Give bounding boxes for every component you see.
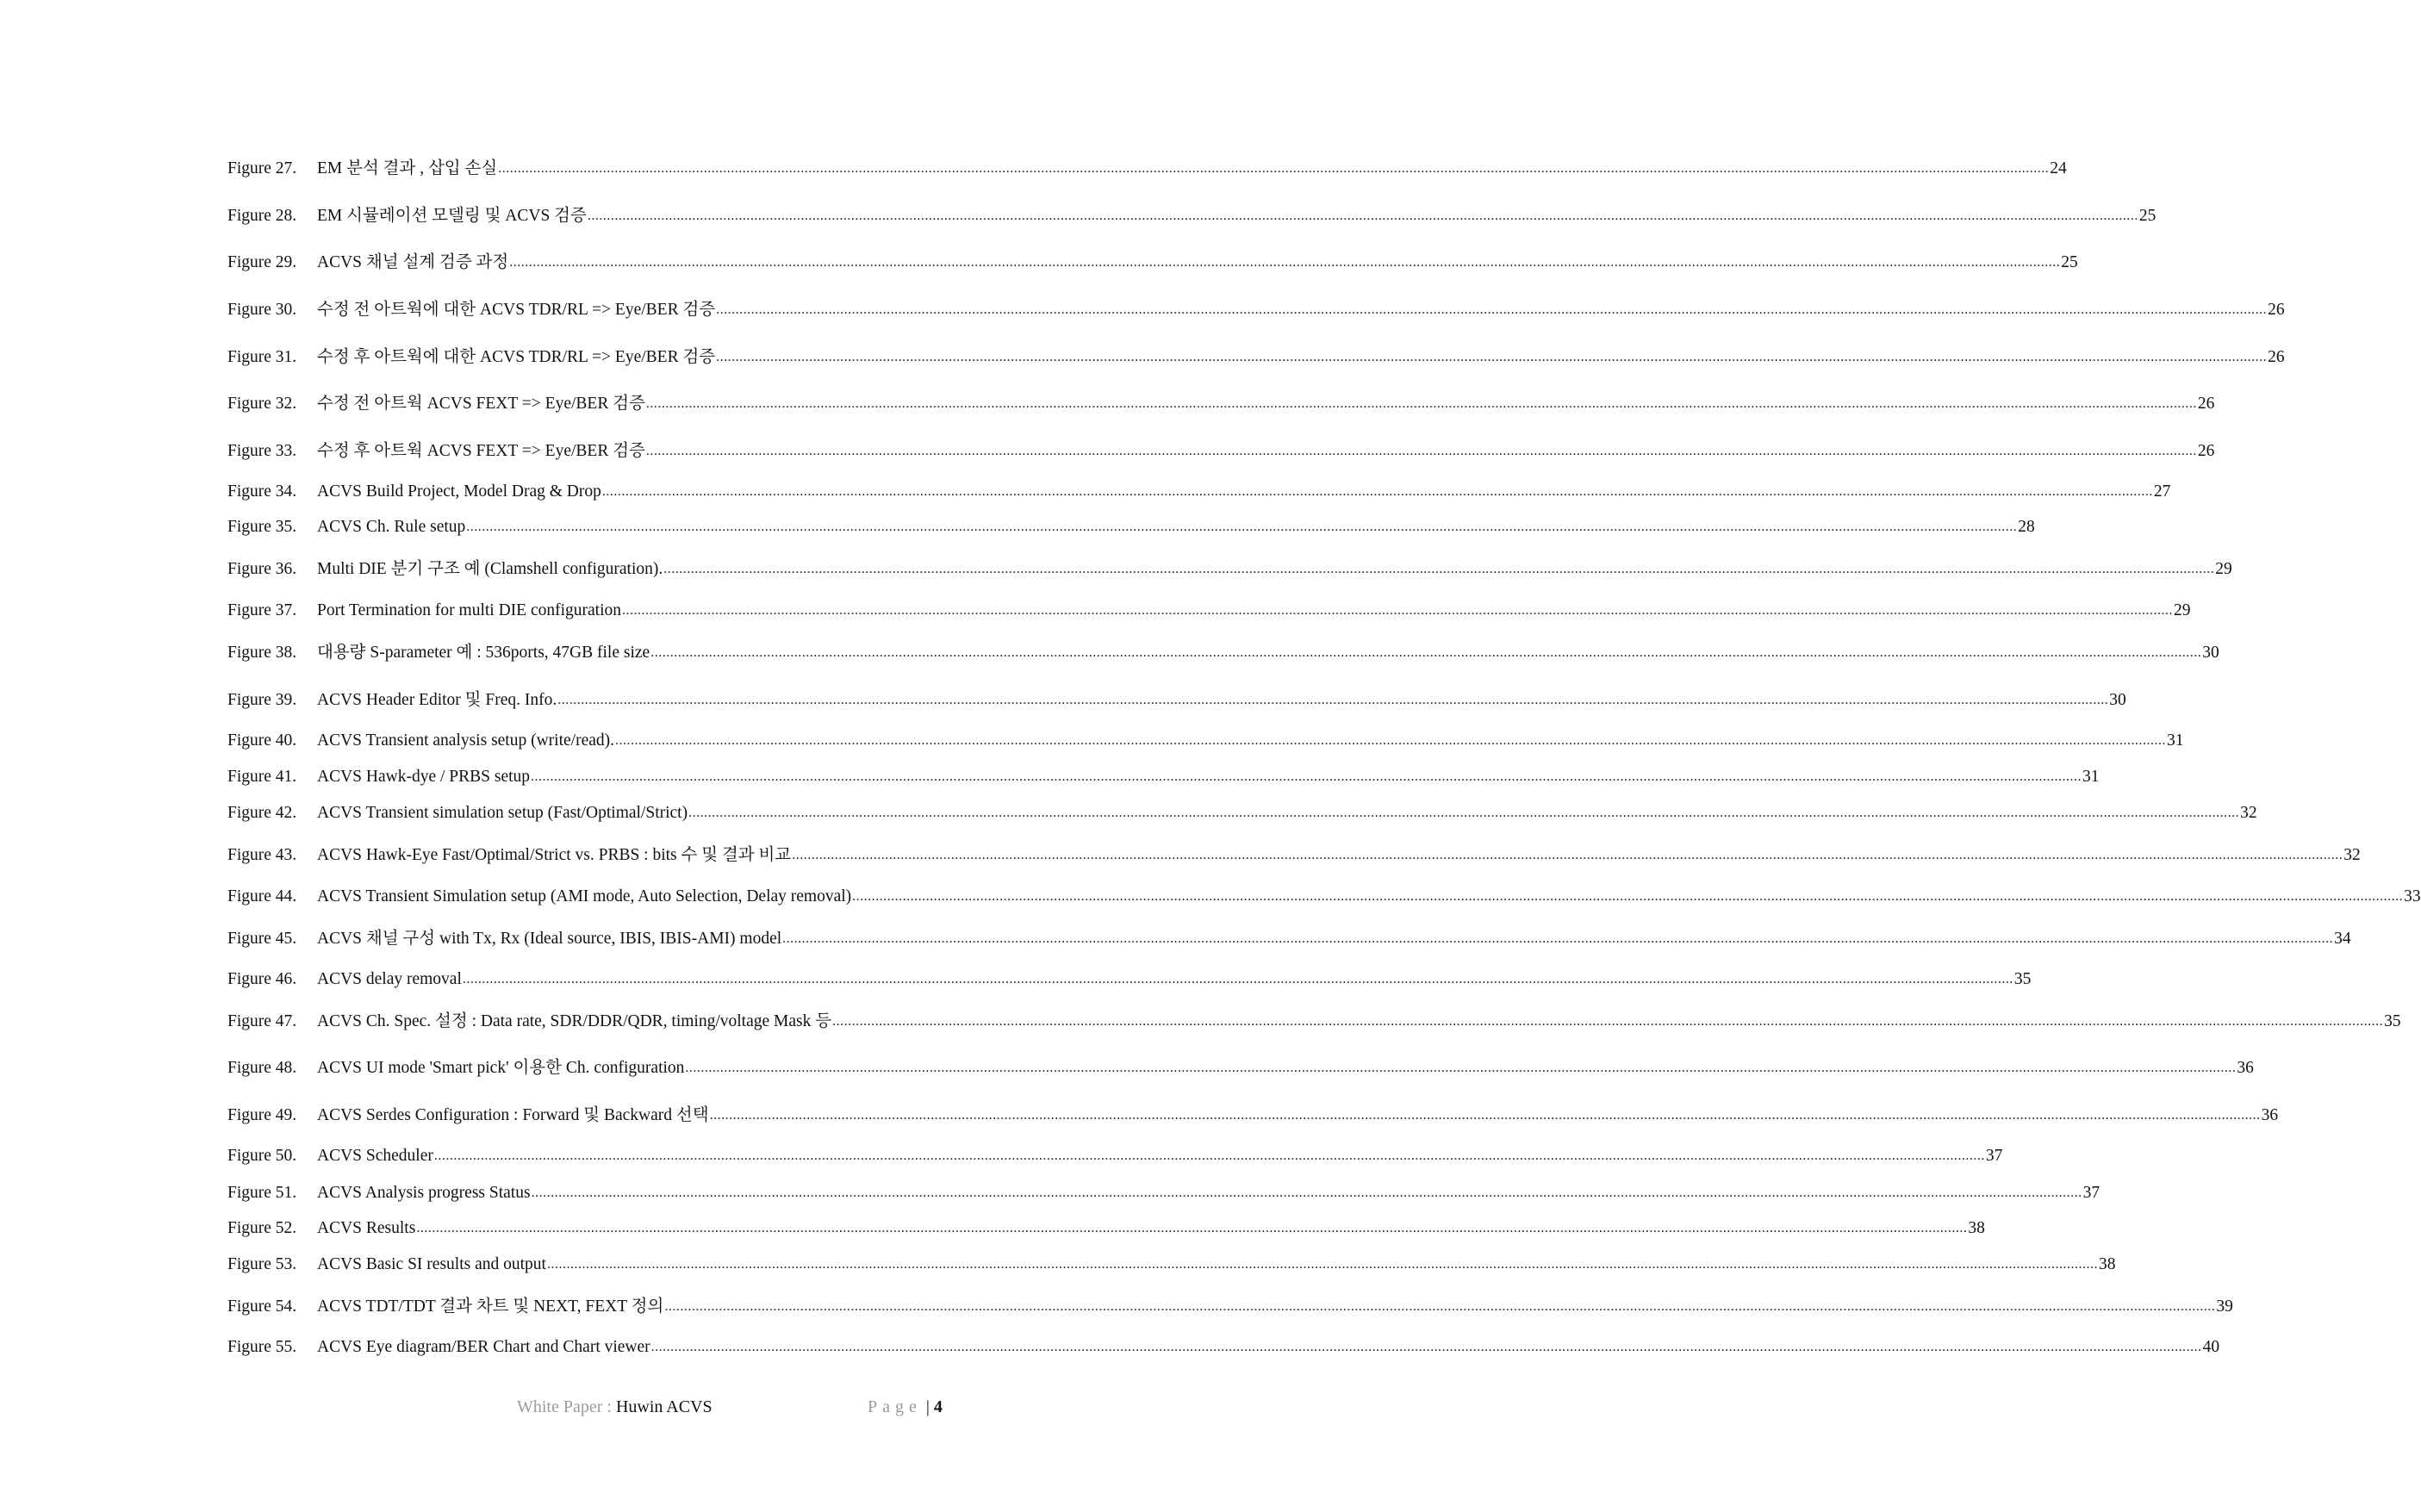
dot-leader: ................................................................................................................................................................................................................................................................................................................................................................................................................ <box>531 769 2082 784</box>
dot-leader: ................................................................................................................................................................................................................................................................................................................................................................................................................ <box>685 1061 2237 1075</box>
page-footer <box>0 1394 1069 1420</box>
figure-title: 수정 전 아트웍 ACVS FEXT => Eye/BER 검증 <box>317 395 645 413</box>
page-number: 39 <box>2216 1297 2233 1316</box>
toc-entry[interactable] <box>227 730 2184 752</box>
figure-title: Port Termination for multi DIE configuration <box>317 601 621 619</box>
page-number: 29 <box>2215 560 2232 578</box>
figure-number: Figure 39. <box>227 691 297 709</box>
page-number: 31 <box>2082 768 2100 786</box>
toc-entry[interactable] <box>227 1104 2279 1127</box>
figure-title: ACVS Basic SI results and output <box>317 1255 546 1273</box>
toc-entry[interactable] <box>227 346 2285 369</box>
dot-leader: ................................................................................................................................................................................................................................................................................................................................................................................................................ <box>688 806 2240 820</box>
page-number: 36 <box>2261 1106 2279 1124</box>
page-number: 25 <box>2061 253 2078 271</box>
figure-number: Figure 35. <box>227 518 297 536</box>
page-number: 26 <box>2268 301 2285 319</box>
figure-number: Figure 30. <box>227 301 297 319</box>
dot-leader: ................................................................................................................................................................................................................................................................................................................................................................................................................ <box>498 161 2050 176</box>
figure-title: EM 분석 결과 , 삽입 손실 <box>317 159 498 177</box>
figure-title: 수정 후 아트웍에 대한 ACVS TDR/RL => Eye/BER 검증 <box>317 348 716 366</box>
figure-title: ACVS Results <box>317 1219 416 1237</box>
dot-leader: ................................................................................................................................................................................................................................................................................................................................................................................................................ <box>650 645 2202 660</box>
toc-entry[interactable] <box>227 886 2421 908</box>
figure-title: EM 시뮬레이션 모델링 및 ACVS 검증 <box>317 207 587 225</box>
figure-number: Figure 36. <box>227 560 297 578</box>
figure-title: ACVS Ch. Spec. 설정 : Data rate, SDR/DDR/QDR, timing/voltage Mask 등 <box>317 1012 832 1030</box>
figure-title: ACVS Build Project, Model Drag & Drop <box>317 482 601 501</box>
footer-page-number: 4 <box>933 1397 943 1416</box>
toc-entry[interactable] <box>227 928 2351 950</box>
page-number: 31 <box>2167 731 2184 750</box>
figure-number: Figure 45. <box>227 930 297 948</box>
toc-entry[interactable] <box>227 802 2257 824</box>
figure-title: ACVS Hawk-dye / PRBS setup <box>317 768 531 786</box>
figure-number: Figure 32. <box>227 395 297 413</box>
figure-title: ACVS Transient analysis setup (write/read). <box>317 731 615 750</box>
figure-number: Figure 27. <box>227 159 297 177</box>
page-number: 32 <box>2240 804 2257 822</box>
dot-leader: ................................................................................................................................................................................................................................................................................................................................................................................................................ <box>716 350 2268 364</box>
dot-leader: ................................................................................................................................................................................................................................................................................................................................................................................................................ <box>782 931 2334 946</box>
figure-title: ACVS Header Editor 및 Freq. Info. <box>317 691 557 709</box>
figure-number: Figure 48. <box>227 1059 297 1077</box>
figure-title: ACVS Transient simulation setup (Fast/Optimal/Strict) <box>317 804 688 822</box>
figure-title: 대용량 S-parameter 예 : 536ports, 47GB file size <box>317 644 650 662</box>
page-number: 40 <box>2202 1338 2220 1356</box>
dot-leader: ................................................................................................................................................................................................................................................................................................................................................................................................................ <box>416 1221 1968 1235</box>
page-number: 30 <box>2109 691 2126 709</box>
page-number: 34 <box>2334 930 2351 948</box>
toc-entry[interactable] <box>227 158 2067 180</box>
dot-leader: ................................................................................................................................................................................................................................................................................................................................................................................................................ <box>615 733 2167 748</box>
figure-number: Figure 37. <box>227 601 297 619</box>
figure-number: Figure 44. <box>227 887 297 905</box>
figure-number: Figure 55. <box>227 1338 297 1356</box>
page-number: 37 <box>2082 1184 2100 1202</box>
toc-entry[interactable] <box>227 1217 1985 1240</box>
page-number: 29 <box>2174 601 2191 619</box>
figure-number: Figure 33. <box>227 442 297 460</box>
dot-leader: ................................................................................................................................................................................................................................................................................................................................................................................................................ <box>832 1014 2384 1029</box>
toc-entry[interactable] <box>227 968 2032 991</box>
figure-title: ACVS Ch. Rule setup <box>317 518 466 536</box>
page-number: 28 <box>2018 518 2035 536</box>
figure-title: ACVS 채널 설계 검증 과정 <box>317 253 509 271</box>
toc-entry[interactable] <box>227 600 2191 622</box>
page-number: 26 <box>2268 348 2285 366</box>
toc-entry[interactable] <box>227 252 2078 274</box>
footer-label-text: White Paper : <box>517 1397 616 1416</box>
dot-leader: ................................................................................................................................................................................................................................................................................................................................................................................................................ <box>650 1340 2202 1354</box>
toc-entry[interactable] <box>227 1057 2254 1080</box>
page-number: 25 <box>2138 207 2156 225</box>
toc-entry[interactable] <box>227 1182 2100 1204</box>
dot-leader: ................................................................................................................................................................................................................................................................................................................................................................................................................ <box>546 1257 2098 1272</box>
dot-leader: ................................................................................................................................................................................................................................................................................................................................................................................................................ <box>587 208 2138 223</box>
page-number: 24 <box>2050 159 2067 177</box>
dot-leader: ................................................................................................................................................................................................................................................................................................................................................................................................................ <box>433 1148 1985 1163</box>
toc-entry[interactable] <box>227 1254 2116 1276</box>
dot-leader: ................................................................................................................................................................................................................................................................................................................................................................................................................ <box>466 520 2018 534</box>
dot-leader: ................................................................................................................................................................................................................................................................................................................................................................................................................ <box>645 396 2197 411</box>
dot-leader: ................................................................................................................................................................................................................................................................................................................................................................................................................ <box>462 972 2013 986</box>
toc-entry[interactable] <box>227 844 2361 867</box>
dot-leader: ................................................................................................................................................................................................................................................................................................................................................................................................................ <box>852 889 2404 904</box>
dot-leader: ................................................................................................................................................................................................................................................................................................................................................................................................................ <box>601 484 2153 499</box>
footer-document-label <box>517 1394 713 1420</box>
page-number: 35 <box>2384 1012 2401 1030</box>
figure-title: Multi DIE 분기 구조 예 (Clamshell configuration). <box>317 560 663 578</box>
figure-number: Figure 43. <box>227 846 297 864</box>
figure-number: Figure 42. <box>227 804 297 822</box>
footer-separator: | <box>921 1397 934 1416</box>
footer-page-word: Page <box>868 1397 922 1416</box>
figure-number: Figure 31. <box>227 348 297 366</box>
dot-leader: ................................................................................................................................................................................................................................................................................................................................................................................................................ <box>622 603 2173 618</box>
figure-number: Figure 28. <box>227 207 297 225</box>
figure-title: ACVS Hawk-Eye Fast/Optimal/Strict vs. PRBS : bits 수 및 결과 비교 <box>317 846 792 864</box>
toc-entry[interactable] <box>227 642 2219 664</box>
figure-number: Figure 40. <box>227 731 297 750</box>
figure-number: Figure 38. <box>227 644 297 662</box>
figure-title: ACVS Transient Simulation setup (AMI mode, Auto Selection, Delay removal) <box>317 887 852 905</box>
dot-leader: ................................................................................................................................................................................................................................................................................................................................................................................................................ <box>663 562 2215 576</box>
toc-entry[interactable] <box>227 1145 2003 1167</box>
page-number: 35 <box>2013 970 2032 988</box>
footer-page-indicator <box>868 1394 943 1420</box>
page-number: 26 <box>2197 395 2215 413</box>
page-number: 37 <box>1985 1147 2003 1165</box>
dot-leader: ................................................................................................................................................................................................................................................................................................................................................................................................................ <box>557 693 2109 707</box>
figure-title: 수정 후 아트웍 ACVS FEXT => Eye/BER 검증 <box>317 442 645 460</box>
figure-number: Figure 46. <box>227 970 297 988</box>
figure-number: Figure 53. <box>227 1255 297 1273</box>
dot-leader: ................................................................................................................................................................................................................................................................................................................................................................................................................ <box>792 848 2343 862</box>
toc-entry[interactable] <box>227 299 2285 321</box>
figure-number: Figure 52. <box>227 1219 297 1237</box>
figure-title: ACVS Scheduler <box>317 1147 433 1165</box>
page-number: 30 <box>2202 644 2219 662</box>
toc-entry[interactable] <box>227 516 2035 538</box>
page-number: 32 <box>2343 846 2361 864</box>
figure-number: Figure 49. <box>227 1106 297 1124</box>
figure-number: Figure 34. <box>227 482 297 501</box>
page-number: 38 <box>1968 1219 1985 1237</box>
figure-number: Figure 51. <box>227 1184 297 1202</box>
figure-title: ACVS UI mode 'Smart pick' 이용한 Ch. configuration <box>317 1059 685 1077</box>
dot-leader: ................................................................................................................................................................................................................................................................................................................................................................................................................ <box>664 1299 2216 1314</box>
figure-title: ACVS Serdes Configuration : Forward 및 Backward 선택 <box>317 1106 709 1124</box>
page-number: 38 <box>2098 1255 2116 1273</box>
figure-title: ACVS Eye diagram/BER Chart and Chart viewer <box>317 1338 650 1356</box>
toc-entry[interactable] <box>227 689 2126 712</box>
dot-leader: ................................................................................................................................................................................................................................................................................................................................................................................................................ <box>531 1185 2082 1200</box>
page-number: 26 <box>2197 442 2215 460</box>
toc-entry[interactable] <box>227 481 2171 503</box>
figure-title: ACVS delay removal <box>317 970 462 988</box>
dot-leader: ................................................................................................................................................................................................................................................................................................................................................................................................................ <box>716 302 2268 317</box>
figure-title: 수정 전 아트웍에 대한 ACVS TDR/RL => Eye/BER 검증 <box>317 301 716 319</box>
toc-entry[interactable] <box>227 393 2215 415</box>
page-number: 36 <box>2237 1059 2254 1077</box>
toc-entry[interactable] <box>227 1011 2401 1033</box>
figure-title: ACVS Analysis progress Status <box>317 1184 531 1202</box>
toc-entry[interactable] <box>227 766 2100 788</box>
toc-entry[interactable] <box>227 1296 2233 1318</box>
dot-leader: ................................................................................................................................................................................................................................................................................................................................................................................................................ <box>645 444 2197 458</box>
figure-number: Figure 54. <box>227 1297 297 1316</box>
dot-leader: ................................................................................................................................................................................................................................................................................................................................................................................................................ <box>509 255 2061 270</box>
toc-entry[interactable] <box>227 205 2156 227</box>
page-number: 27 <box>2153 482 2171 501</box>
dot-leader: ................................................................................................................................................................................................................................................................................................................................................................................................................ <box>709 1108 2261 1123</box>
toc-entry[interactable] <box>227 558 2232 581</box>
toc-entry[interactable] <box>227 440 2215 463</box>
footer-product-name: Huwin ACVS <box>615 1397 713 1416</box>
figure-number: Figure 50. <box>227 1147 297 1165</box>
figure-number: Figure 29. <box>227 253 297 271</box>
figure-title: ACVS TDT/TDT 결과 차트 및 NEXT, FEXT 정의 <box>317 1297 664 1316</box>
figure-number: Figure 47. <box>227 1012 297 1030</box>
page-number: 33 <box>2404 887 2421 905</box>
toc-entry[interactable] <box>227 1336 2220 1359</box>
figure-number: Figure 41. <box>227 768 297 786</box>
figure-title: ACVS 채널 구성 with Tx, Rx (Ideal source, IBIS, IBIS-AMI) model <box>317 930 782 948</box>
